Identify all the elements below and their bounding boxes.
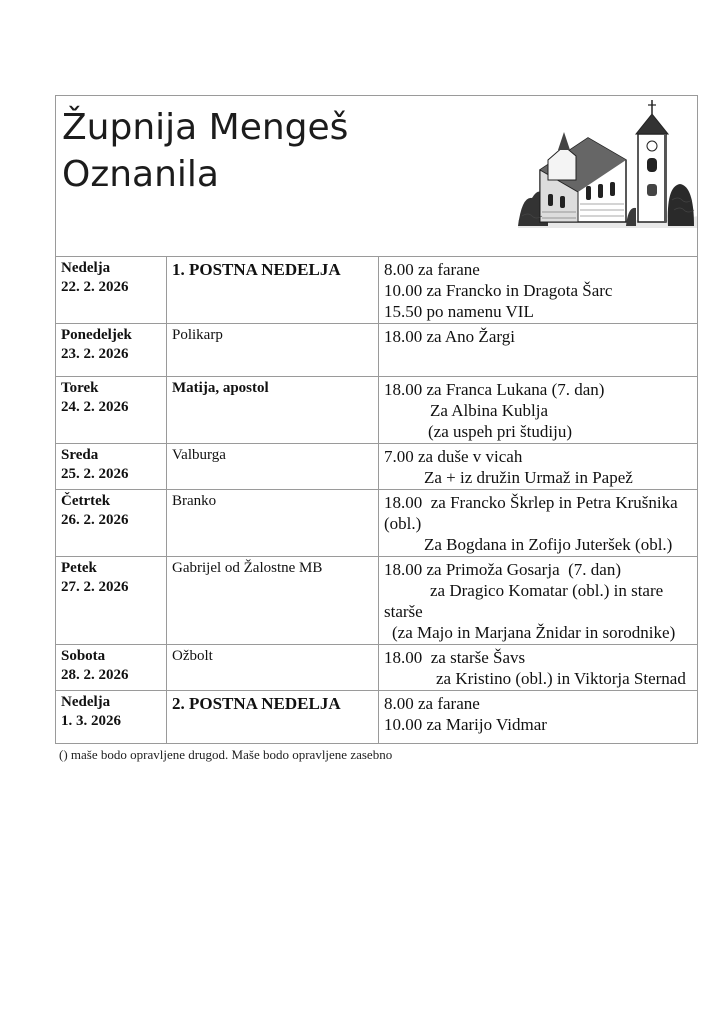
day-cell <box>56 324 167 377</box>
day-name: Sreda <box>61 447 99 463</box>
table-row <box>56 557 698 645</box>
header-box <box>55 95 698 257</box>
day-name: Ponedeljek <box>61 327 132 343</box>
day-cell <box>56 490 167 557</box>
table-row <box>56 444 698 490</box>
mass-cell <box>379 691 698 744</box>
day-cell <box>56 257 167 324</box>
day-name: Petek <box>61 560 97 576</box>
mass-cell <box>379 645 698 691</box>
day-cell <box>56 557 167 645</box>
mass-intention: 18.00 za Ano Žargi <box>384 327 515 346</box>
table-row <box>56 377 698 444</box>
table-row <box>56 257 698 324</box>
day-date: 1. 3. 2026 <box>61 713 121 729</box>
mass-intention: (za Majo in Marjana Žnidar in sorodnike) <box>392 623 676 642</box>
day-date: 23. 2. 2026 <box>61 346 129 362</box>
mass-intention: 15.50 po namenu VIL <box>384 302 534 321</box>
bulletin-page <box>55 95 698 763</box>
mass-intention: starše <box>384 602 423 621</box>
table-row <box>56 324 698 377</box>
footnote: () maše bodo opravljene drugod. Maše bodo opravljene zasebno <box>59 747 393 762</box>
mass-intention: 18.00 za starše Šavs <box>384 648 526 667</box>
mass-cell <box>379 490 698 557</box>
mass-intention: 10.00 za Francko in Dragota Šarc <box>384 281 613 300</box>
mass-intention: za Kristino (obl.) in Viktorja Sternad <box>436 669 686 688</box>
mass-intention: 7.00 za duše v vicah <box>384 447 523 466</box>
table-row <box>56 691 698 744</box>
day-date: 28. 2. 2026 <box>61 667 129 683</box>
day-date: 26. 2. 2026 <box>61 512 129 528</box>
day-name: Nedelja <box>61 260 111 276</box>
feast-cell: Matija, apostol <box>167 377 379 444</box>
bulletin-title: Oznanila <box>62 154 219 195</box>
day-cell <box>56 691 167 744</box>
feast-cell: 2. POSTNA NEDELJA <box>167 691 379 744</box>
day-cell <box>56 377 167 444</box>
feast-cell: Branko <box>167 490 379 557</box>
day-cell <box>56 645 167 691</box>
mass-intention: Za Albina Kublja <box>430 401 549 420</box>
church-drawing-icon <box>518 100 698 228</box>
mass-intention: 18.00 za Francko Škrlep in Petra Krušnika <box>384 493 678 512</box>
mass-cell <box>379 557 698 645</box>
day-date: 24. 2. 2026 <box>61 399 129 415</box>
mass-intention: 18.00 za Franca Lukana (7. dan) <box>384 380 605 399</box>
mass-intention: 8.00 za farane <box>384 260 480 279</box>
feast-cell: Polikarp <box>167 324 379 377</box>
day-name: Nedelja <box>61 694 111 710</box>
mass-intention: 8.00 za farane <box>384 694 480 713</box>
mass-intention: (obl.) <box>384 514 422 533</box>
mass-cell <box>379 257 698 324</box>
mass-intention: 10.00 za Marijo Vidmar <box>384 715 547 734</box>
mass-schedule-table <box>55 256 698 744</box>
day-name: Četrtek <box>61 493 111 509</box>
mass-intention: za Dragico Komatar (obl.) in stare <box>430 581 664 600</box>
day-name: Sobota <box>61 648 106 664</box>
day-date: 25. 2. 2026 <box>61 466 129 482</box>
mass-intention: (za uspeh pri študiju) <box>428 422 572 441</box>
mass-cell <box>379 324 698 377</box>
mass-intention: Za Bogdana in Zofijo Juteršek (obl.) <box>424 535 673 554</box>
parish-name: Župnija Mengeš <box>62 107 349 148</box>
mass-intention: 18.00 za Primoža Gosarja (7. dan) <box>384 560 621 579</box>
day-name: Torek <box>61 380 99 396</box>
day-cell <box>56 444 167 490</box>
mass-cell <box>379 377 698 444</box>
day-date: 22. 2. 2026 <box>61 279 129 295</box>
day-date: 27. 2. 2026 <box>61 579 129 595</box>
mass-intention: Za + iz družin Urmaž in Papež <box>424 468 633 487</box>
feast-cell: Gabrijel od Žalostne MB <box>167 557 379 645</box>
feast-cell: Valburga <box>167 444 379 490</box>
table-row <box>56 645 698 691</box>
feast-cell: 1. POSTNA NEDELJA <box>167 257 379 324</box>
table-row <box>56 490 698 557</box>
header-title <box>62 104 348 198</box>
feast-cell: Ožbolt <box>167 645 379 691</box>
mass-cell <box>379 444 698 490</box>
